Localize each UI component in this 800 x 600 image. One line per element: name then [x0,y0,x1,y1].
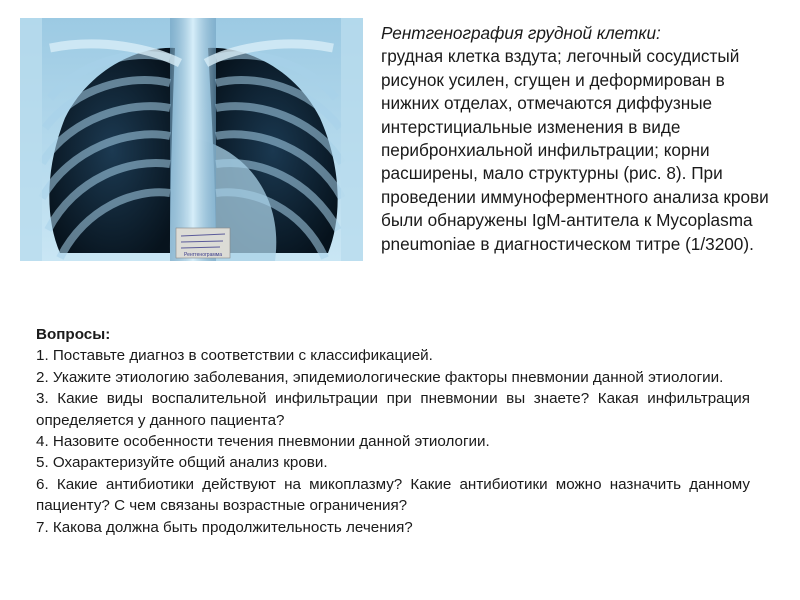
xray-description [381,22,776,256]
question-item: 4. Назовите особенности течения пневмонии данной этиологии. [36,433,490,451]
description-body: грудная клетка вздута; легочный сосудистый рисунок усилен, сгущен и деформирован в нижних отделах, отмечаются диффузные интерстициальные изменения в виде перибронхиальной инфильтрации; корни расширены, мало структурны (рис. 8). При проведении иммуноферментного анализа крови были обнаружены IgM-антитела к Mycoplasma pneumoniae в диагностическом титре (1/3200). [381,46,769,254]
question-item: 3. Какие виды воспалительной инфильтрации при пневмонии вы знаете? Какая инфильтрация определяется у данного пациента? [36,390,750,429]
xray-label-text: Рентгенограмма [183,252,223,258]
question-item: 7. Какова должна быть продолжительность лечения? [36,518,413,536]
question-item: 5. Охарактеризуйте общий анализ крови. [36,454,328,472]
chest-xray-image [20,18,363,261]
description-title: Рентгенография грудной клетки: [381,23,661,43]
question-item: 2. Укажите этиологию заболевания, эпидемиологические факторы пневмонии данной этиологии. [36,368,724,386]
questions-block [36,324,750,538]
questions-title: Вопросы: [36,326,111,343]
question-item: 1. Поставьте диагноз в соответствии с классификацией. [36,347,433,365]
question-item: 6. Какие антибиотики действуют на микоплазму? Какие антибиотики можно назначить данному пациенту? С чем связаны возрастные ограничения? [36,475,750,515]
